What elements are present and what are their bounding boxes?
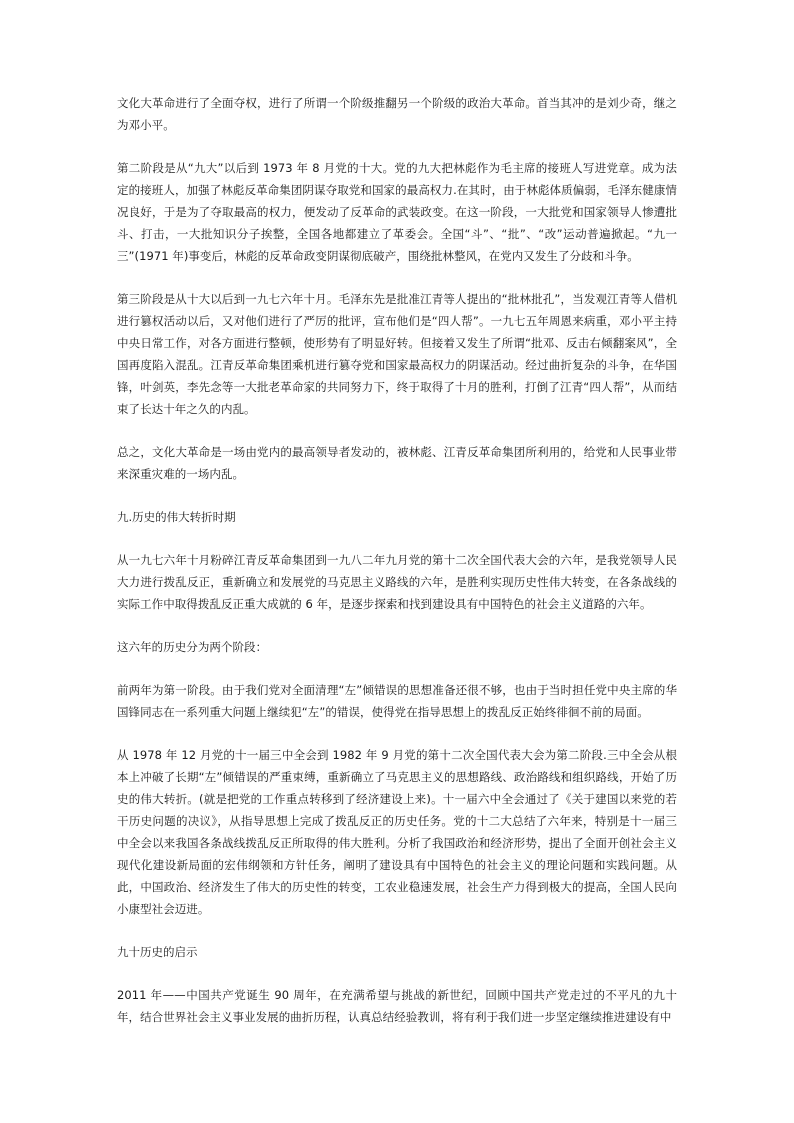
document-page [117,92,677,1049]
paragraph: 第二阶段是从“九大”以后到 1973 年 8 月党的十大。党的九大把林彪作为毛主席的接班人写进党章。成为法定的接班人，加强了林彪反革命集团阴谋夺取党和国家的最高权力.在其时，由于林彪体质偏弱，毛泽东健康情况良好，于是为了夺取最高的权力，便发动了反革命的武装政变。在这一阶段，一大批党和国家领导人惨遭批斗、打击，一大批知识分子挨整，全国各地都建立了革委会。全国“斗”、“批”、“改”运动普遍掀起。“九一三”(1971 年)事变后，林彪的反革命政变阴谋彻底破产，围绕批林整风，在党内又发生了分歧和斗争。 [117,161,677,263]
paragraph: 这六年的历史分为两个阶段： [117,640,268,654]
paragraph: 前两年为第一阶段。由于我们党对全面清理“左”倾错误的思想准备还很不够，也由于当时担任党中央主席的华国锋同志在一系列重大问题上继续犯“左”的错误，使得党在指导思想上的拨乱反正始终徘徊不前的局面。 [117,683,677,719]
section-heading: 九十历史的启示 [117,945,198,959]
paragraph: 从一九七六年十月粉碎江青反革命集团到一九八二年九月党的第十二次全国代表大会的六年，是我党领导人民大力进行拨乱反正，重新确立和发展党的马克思主义路线的六年，是胜利实现历史性伟大转变，在各条战线的实际工作中取得拨乱反正重大成就的 6 年，是逐步探索和找到建设具有中国特色的社会主义道路的六年。 [117,553,677,611]
paragraph: 文化大革命进行了全面夺权，进行了所谓一个阶级推翻另一个阶级的政治大革命。首当其冲的是刘少奇，继之为邓小平。 [117,96,677,132]
paragraph: 总之，文化大革命是一场由党内的最高领导者发动的，被林彪、江青反革命集团所利用的，给党和人民事业带来深重灾难的一场内乱。 [117,445,677,481]
section-heading: 九.历史的伟大转折时期 [117,510,236,524]
paragraph: 2011 年——中国共产党诞生 90 周年，在充满希望与挑战的新世纪，回顾中国共产党走过的不平凡的九十年，结合世界社会主义事业发展的曲折历程，认真总结经验教训，将有利于我们进一步坚定继续推进建设有中 [117,988,677,1024]
paragraph: 第三阶段是从十大以后到一九七六年十月。毛泽东先是批准江青等人提出的“批林批孔”，当发观江青等人借机进行篡权活动以后，又对他们进行了严厉的批评，宣布他们是“四人帮”。一九七五年周恩来病重，邓小平主持中央日常工作，对各方面进行整顿，使形势有了明显好转。但接着又发生了所谓“批邓、反击右倾翻案风”，全国再度陷入混乱。江青反革命集团乘机进行篡夺党和国家最高权力的阴谋活动。经过曲折复杂的斗争，在华国锋，叶剑英，李先念等一大批老革命家的共同努力下，终于取得了十月的胜利，打倒了江青“四人帮”，从而结束了长达十年之久的内乱。 [117,292,677,416]
paragraph: 从 1978 年 12 月党的十一届三中全会到 1982 年 9 月党的第十二次全国代表大会为第二阶段.三中全会从根本上冲破了长期“左”倾错误的严重束缚，重新确立了马克思主义的思想路线、政治路线和组织路线，开始了历史的伟大转折。(就是把党的工作重点转移到了经济建设上来)。十一届六中全会通过了《关于建国以来党的若干历史问题的决议》，从指导思想上完成了拨乱反正的历史任务。党的十二大总结了六年来，特别是十一届三中全会以来我国各条战线拨乱反正所取得的伟大胜利。分析了我国政治和经济形势，提出了全面开创社会主义现代化建设新局面的宏伟纲领和方针任务，阐明了建设具有中国特色的社会主义的理论问题和实践问题。从此，中国政治、经济发生了伟大的历史性的转变，工农业稳速发展，社会生产力得到极大的提高，全国人民向小康型社会迈进。 [117,748,677,916]
